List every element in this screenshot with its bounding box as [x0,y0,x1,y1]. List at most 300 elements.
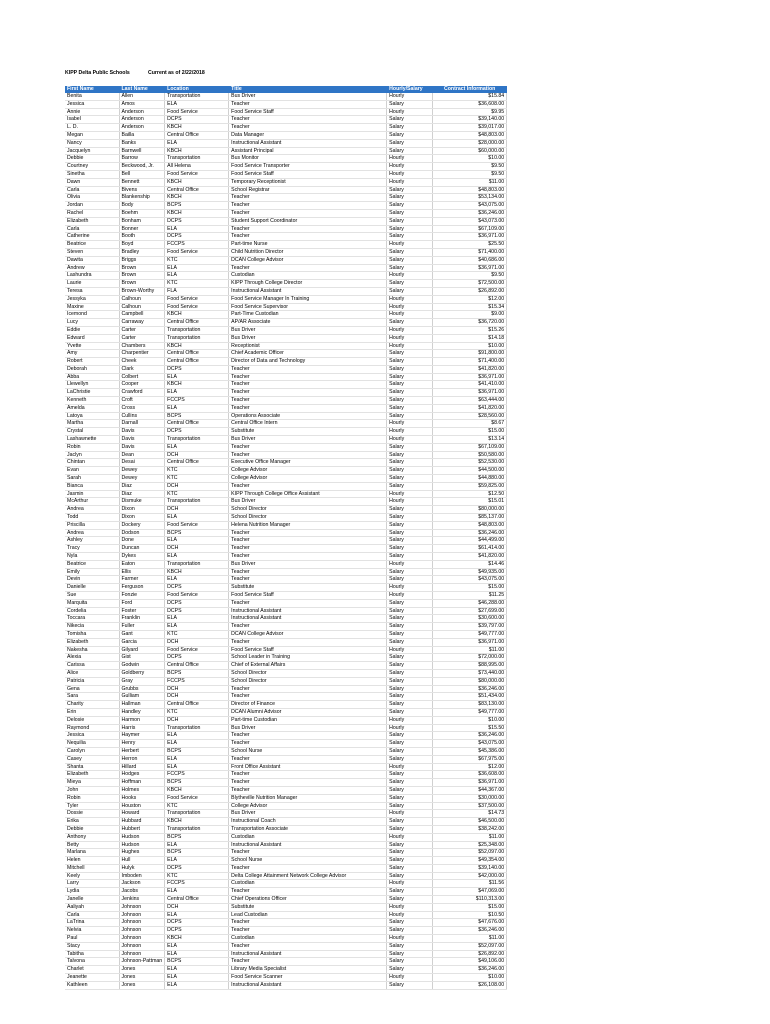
table-row [65,389,507,397]
table-row [65,194,507,202]
pay-type-cell: Salary [387,701,433,709]
table-row [65,615,507,623]
pay-type-cell: Salary [387,233,433,241]
table-row [65,498,507,506]
first-name-cell: Carla [65,186,119,194]
title-cell: Bus Driver [229,560,387,568]
first-name-cell: Carissa [65,662,119,670]
pay-type-cell: Salary [387,732,433,740]
last-name-cell: Boyd [119,241,165,249]
table-row [65,490,507,498]
first-name-cell: Priscilla [65,521,119,529]
last-name-cell: Cheek [119,358,165,366]
contract-amount-cell: $59,825.00 [433,482,507,490]
contract-amount-cell: $11.56 [433,880,507,888]
table-row [65,116,507,124]
table-row [65,467,507,475]
title-cell: Assistant Principal [229,147,387,155]
last-name-cell: Ford [119,599,165,607]
location-cell: ELA [165,888,229,896]
pay-type-cell: Hourly [387,241,433,249]
first-name-cell: Dossie [65,810,119,818]
table-row [65,646,507,654]
table-row [65,459,507,467]
title-cell: Receptionist [229,342,387,350]
title-cell: Bus Driver [229,498,387,506]
pay-type-cell: Salary [387,849,433,857]
first-name-cell: Chintan [65,459,119,467]
contract-amount-cell: $80,000.00 [433,506,507,514]
pay-type-cell: Hourly [387,880,433,888]
contract-amount-cell: $15.01 [433,498,507,506]
last-name-cell: Calhoun [119,303,165,311]
pay-type-cell: Salary [387,630,433,638]
title-cell: DCAN College Advisor [229,256,387,264]
table-row [65,763,507,771]
table-row [65,903,507,911]
table-row [65,225,507,233]
first-name-cell: Jaclyn [65,451,119,459]
title-cell: College Advisor [229,467,387,475]
first-name-cell: Mitchell [65,864,119,872]
pay-type-cell: Salary [387,638,433,646]
table-body [65,93,507,989]
title-cell: Teacher [229,755,387,763]
last-name-cell: Johnson [119,903,165,911]
table-row [65,506,507,514]
contract-amount-cell: $72,500.00 [433,280,507,288]
last-name-cell: Hubbard [119,818,165,826]
last-name-cell: Cooper [119,381,165,389]
table-row [65,935,507,943]
first-name-cell: Latoya [65,412,119,420]
location-cell: DCPS [165,654,229,662]
pay-type-cell: Salary [387,194,433,202]
title-cell: Bus Driver [229,724,387,732]
last-name-cell: Gant [119,630,165,638]
title-cell: College Advisor [229,475,387,483]
pay-type-cell: Hourly [387,810,433,818]
table-row [65,202,507,210]
table-row [65,576,507,584]
last-name-cell: Johnson [119,919,165,927]
table-row [65,248,507,256]
location-cell: KTC [165,802,229,810]
first-name-cell: Edward [65,334,119,342]
last-name-cell: Hubbert [119,825,165,833]
table-row [65,880,507,888]
location-cell: BCPS [165,529,229,537]
last-name-cell: Harris [119,724,165,732]
first-name-cell: Robert [65,358,119,366]
title-cell: Operations Associate [229,412,387,420]
first-name-cell: LaTrina [65,919,119,927]
last-name-cell: Imboden [119,872,165,880]
location-cell: KBCH [165,935,229,943]
first-name-cell: Crystal [65,428,119,436]
title-cell: Front Office Assistant [229,763,387,771]
title-cell: Chief Operations Officer [229,896,387,904]
first-name-cell: Toccara [65,615,119,623]
title-cell: Part-time Custodian [229,716,387,724]
pay-type-cell: Salary [387,927,433,935]
first-name-cell: Maxine [65,303,119,311]
column-header-first-name: First Name [65,86,119,93]
last-name-cell: Davis [119,443,165,451]
location-cell: Food Service [165,303,229,311]
first-name-cell: Elizabeth [65,638,119,646]
pay-type-cell: Salary [387,287,433,295]
title-cell: Library Media Specialist [229,966,387,974]
title-cell: Custodian [229,935,387,943]
last-name-cell: Carter [119,334,165,342]
pay-type-cell: Salary [387,381,433,389]
table-row [65,981,507,989]
last-name-cell: Eaton [119,560,165,568]
last-name-cell: Carter [119,326,165,334]
contract-amount-cell: $36,720.00 [433,319,507,327]
last-name-cell: Dewey [119,467,165,475]
pay-type-cell: Salary [387,981,433,989]
contract-amount-cell: $44,500.00 [433,467,507,475]
pay-type-cell: Salary [387,802,433,810]
pay-type-cell: Salary [387,116,433,124]
title-cell: Teacher [229,537,387,545]
table-row [65,93,507,100]
location-cell: Food Service [165,248,229,256]
contract-amount-cell: $40,686.00 [433,256,507,264]
first-name-cell: Debbie [65,155,119,163]
contract-amount-cell: $67,975.00 [433,755,507,763]
first-name-cell: Devin [65,576,119,584]
contract-amount-cell: $39,797.00 [433,623,507,631]
pay-type-cell: Hourly [387,272,433,280]
contract-amount-cell: $36,608.00 [433,100,507,108]
contract-amount-cell: $52,530.00 [433,459,507,467]
last-name-cell: Henry [119,740,165,748]
title-cell: Teacher [229,389,387,397]
first-name-cell: Megan [65,131,119,139]
location-cell: ELA [165,974,229,982]
pay-type-cell: Salary [387,607,433,615]
last-name-cell: Johnson [119,942,165,950]
contract-amount-cell: $36,246.00 [433,732,507,740]
contract-amount-cell: $52,097.00 [433,942,507,950]
last-name-cell: Bonham [119,217,165,225]
last-name-cell: Brown [119,264,165,272]
table-row [65,272,507,280]
table-row [65,662,507,670]
last-name-cell: Hughes [119,849,165,857]
contract-amount-cell: $43,075.00 [433,202,507,210]
table-row [65,358,507,366]
pay-type-cell: Salary [387,857,433,865]
table-row [65,701,507,709]
first-name-cell: Patricia [65,677,119,685]
location-cell: ELA [165,942,229,950]
location-cell: Transportation [165,93,229,100]
first-name-cell: Alexia [65,654,119,662]
table-row [65,755,507,763]
table-row [65,599,507,607]
location-cell: KBCH [165,342,229,350]
title-cell: Food Service Scanner [229,974,387,982]
table-row [65,319,507,327]
contract-amount-cell: $12.00 [433,295,507,303]
location-cell: Transportation [165,334,229,342]
last-name-cell: Crawford [119,389,165,397]
table-row [65,163,507,171]
contract-amount-cell: $71,400.00 [433,248,507,256]
location-cell: KBCH [165,178,229,186]
contract-amount-cell: $63,444.00 [433,397,507,405]
title-cell: Temporary Receptionist [229,178,387,186]
last-name-cell: Diaz [119,490,165,498]
pay-type-cell: Hourly [387,326,433,334]
last-name-cell: Cross [119,404,165,412]
first-name-cell: Nequilia [65,740,119,748]
title-cell: Instructional Assistant [229,287,387,295]
last-name-cell: Dykes [119,553,165,561]
first-name-cell: Larry [65,880,119,888]
title-cell: Instructional Assistant [229,981,387,989]
pay-type-cell: Salary [387,623,433,631]
pay-type-cell: Hourly [387,763,433,771]
last-name-cell: Holmes [119,786,165,794]
location-cell: KBCH [165,568,229,576]
last-name-cell: Done [119,537,165,545]
title-cell: School Registrar [229,186,387,194]
table-row [65,966,507,974]
location-cell: FCCPS [165,880,229,888]
header-row [65,86,507,93]
contract-amount-cell: $71,400.00 [433,358,507,366]
pay-type-cell: Salary [387,139,433,147]
table-row [65,825,507,833]
location-cell: DCH [165,451,229,459]
location-cell: DCH [165,482,229,490]
table-row [65,724,507,732]
first-name-cell: Nikecia [65,623,119,631]
location-cell: DCPS [165,607,229,615]
last-name-cell: Foster [119,607,165,615]
pay-type-cell: Salary [387,740,433,748]
title-cell: School Director [229,669,387,677]
first-name-cell: Teresa [65,287,119,295]
location-cell: ELA [165,404,229,412]
first-name-cell: Danielle [65,584,119,592]
first-name-cell: Andrea [65,506,119,514]
location-cell: KBCH [165,786,229,794]
first-name-cell: Robin [65,443,119,451]
title-cell: Chief Academic Officer [229,350,387,358]
first-name-cell: Emily [65,568,119,576]
last-name-cell: Charpentier [119,350,165,358]
pay-type-cell: Salary [387,358,433,366]
contract-amount-cell: $36,608.00 [433,771,507,779]
contract-amount-cell: $11.00 [433,178,507,186]
contract-amount-cell: $8.67 [433,420,507,428]
last-name-cell: Campbell [119,311,165,319]
title-cell: Delta College Attainment Network College Advisor [229,872,387,880]
first-name-cell: Shanta [65,763,119,771]
location-cell: ELA [165,553,229,561]
first-name-cell: Lashawnette [65,436,119,444]
first-name-cell: Ashley [65,537,119,545]
pay-type-cell: Salary [387,771,433,779]
title-cell: Helena Nutrition Manager [229,521,387,529]
contract-amount-cell: $15.84 [433,93,507,100]
contract-amount-cell: $44,880.00 [433,475,507,483]
last-name-cell: Davis [119,428,165,436]
title-cell: Student Support Coordinator [229,217,387,225]
location-cell: ELA [165,389,229,397]
location-cell: ELA [165,139,229,147]
contract-amount-cell: $48,803.00 [433,186,507,194]
contract-amount-cell: $36,246.00 [433,529,507,537]
last-name-cell: Ellis [119,568,165,576]
first-name-cell: Keely [65,872,119,880]
pay-type-cell: Salary [387,350,433,358]
title-cell: Teacher [229,958,387,966]
first-name-cell: Marlana [65,849,119,857]
contract-amount-cell: $48,803.00 [433,521,507,529]
first-name-cell: McArthur [65,498,119,506]
first-name-cell: Jordan [65,202,119,210]
table-row [65,209,507,217]
first-name-cell: Jessica [65,100,119,108]
pay-type-cell: Salary [387,662,433,670]
title-cell: Data Manager [229,131,387,139]
last-name-cell: Dodson [119,529,165,537]
title-cell: Teacher [229,100,387,108]
last-name-cell: Bivens [119,186,165,194]
first-name-cell: Sarah [65,475,119,483]
first-name-cell: Charity [65,701,119,709]
contract-amount-cell: $27,699.00 [433,607,507,615]
location-cell: ELA [165,100,229,108]
location-cell: Central Office [165,662,229,670]
pay-type-cell: Salary [387,919,433,927]
table-row [65,685,507,693]
contract-amount-cell: $91,800.00 [433,350,507,358]
pay-type-cell: Salary [387,404,433,412]
title-cell: Custodian [229,272,387,280]
title-cell: Instructional Assistant [229,841,387,849]
location-cell: KBCH [165,209,229,217]
last-name-cell: Darnall [119,420,165,428]
location-cell: ELA [165,755,229,763]
location-cell: DCPS [165,919,229,927]
table-row [65,747,507,755]
pay-type-cell: Salary [387,537,433,545]
last-name-cell: Fonzie [119,592,165,600]
first-name-cell: Beatrice [65,560,119,568]
last-name-cell: Jones [119,974,165,982]
location-cell: Transportation [165,436,229,444]
last-name-cell: Brown [119,280,165,288]
location-cell: KTC [165,708,229,716]
contract-amount-cell: $47,069.00 [433,888,507,896]
location-cell: ELA [165,272,229,280]
table-row [65,326,507,334]
table-row [65,420,507,428]
pay-type-cell: Salary [387,202,433,210]
table-row [65,927,507,935]
first-name-cell: Andrew [65,264,119,272]
location-cell: KTC [165,630,229,638]
first-name-cell: Nakesha [65,646,119,654]
pay-type-cell: Salary [387,779,433,787]
first-name-cell: Martha [65,420,119,428]
location-cell: ELA [165,857,229,865]
pay-type-cell: Salary [387,755,433,763]
contract-amount-cell: $15.00 [433,428,507,436]
first-name-cell: Tomisha [65,630,119,638]
pay-type-cell: Salary [387,451,433,459]
location-cell: KTC [165,280,229,288]
contract-amount-cell: $11.00 [433,646,507,654]
first-name-cell: Carolyn [65,747,119,755]
table-row [65,170,507,178]
pay-type-cell: Hourly [387,178,433,186]
table-row [65,623,507,631]
title-cell: Teacher [229,942,387,950]
title-cell: Bus Driver [229,326,387,334]
pay-type-cell: Salary [387,225,433,233]
first-name-cell: Annie [65,108,119,116]
last-name-cell: Ferguson [119,584,165,592]
first-name-cell: Dawita [65,256,119,264]
pay-type-cell: Salary [387,131,433,139]
contract-amount-cell: $10.00 [433,716,507,724]
first-name-cell: Delosie [65,716,119,724]
title-cell: Teacher [229,771,387,779]
location-cell: ELA [165,225,229,233]
pay-type-cell: Salary [387,553,433,561]
last-name-cell: Gulliam [119,693,165,701]
contract-amount-cell: $38,242.00 [433,825,507,833]
table-row [65,950,507,958]
pay-type-cell: Salary [387,599,433,607]
last-name-cell: Franklin [119,615,165,623]
table-row [65,958,507,966]
location-cell: ELA [165,911,229,919]
first-name-cell: Lydia [65,888,119,896]
first-name-cell: Mieya [65,779,119,787]
location-cell: Transportation [165,326,229,334]
last-name-cell: Howard [119,810,165,818]
last-name-cell: Goldberry [119,669,165,677]
pay-type-cell: Salary [387,389,433,397]
table-row [65,521,507,529]
pay-type-cell: Hourly [387,584,433,592]
title-cell: Custodian [229,833,387,841]
location-cell: BCPS [165,849,229,857]
title-cell: Teacher [229,404,387,412]
last-name-cell: Handley [119,708,165,716]
location-cell: Central Office [165,350,229,358]
pay-type-cell: Salary [387,319,433,327]
pay-type-cell: Hourly [387,436,433,444]
pay-type-cell: Hourly [387,163,433,171]
contract-amount-cell: $11.00 [433,833,507,841]
location-cell: DCH [165,903,229,911]
pay-type-cell: Hourly [387,724,433,732]
last-name-cell: Godwin [119,662,165,670]
last-name-cell: Briggs [119,256,165,264]
contract-amount-cell: $10.00 [433,155,507,163]
